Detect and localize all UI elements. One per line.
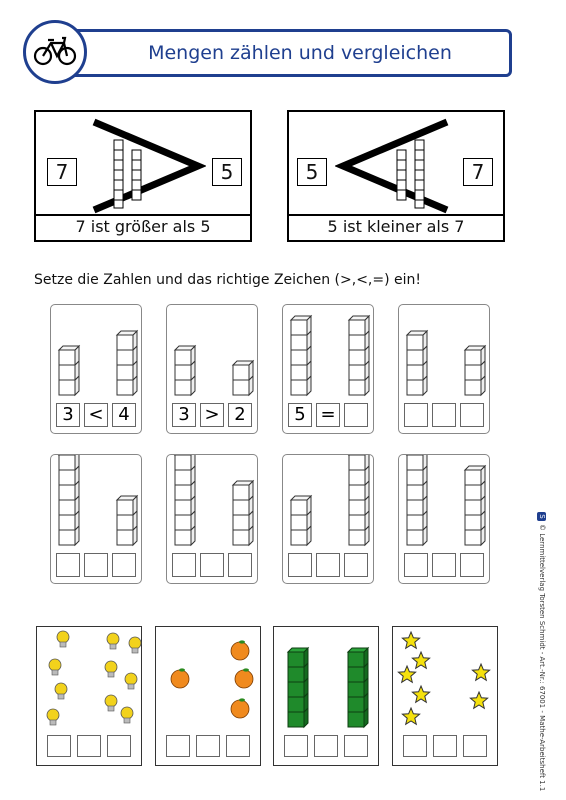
number-slot[interactable] xyxy=(344,553,368,577)
example-right-number: 5 xyxy=(212,158,242,186)
cube xyxy=(175,485,191,500)
cube xyxy=(59,380,75,395)
copyright-text: © Lernmittelverlag Torsten Schmidt - Art.-Nr.: 67001 - Mathe-Arbeitsheft 1.1 xyxy=(538,524,546,792)
cube-top xyxy=(233,481,253,485)
page-title: Mengen zählen und vergleichen xyxy=(148,42,452,64)
comparison-sign-slot[interactable] xyxy=(433,735,457,757)
number-slot[interactable] xyxy=(403,735,427,757)
cube xyxy=(291,530,307,545)
lightbulb-icon xyxy=(121,707,133,723)
cube xyxy=(288,697,304,712)
cube xyxy=(175,500,191,515)
comparison-sign-slot[interactable]: > xyxy=(200,403,224,427)
cube xyxy=(348,682,364,697)
bulbs-picture xyxy=(37,627,143,731)
publisher-logo: S xyxy=(537,512,546,521)
cube xyxy=(59,455,75,470)
number-slot[interactable] xyxy=(56,553,80,577)
example-caption: 5 ist kleiner als 7 xyxy=(289,214,503,240)
cube xyxy=(117,380,133,395)
lightbulb-icon xyxy=(55,683,67,699)
cube xyxy=(288,652,304,667)
number-slot[interactable]: 3 xyxy=(56,403,80,427)
cube xyxy=(348,697,364,712)
cube-towers xyxy=(51,305,143,401)
cube xyxy=(465,350,481,365)
comparison-sign-slot[interactable] xyxy=(432,553,456,577)
lightbulb-icon xyxy=(129,637,141,653)
cube xyxy=(291,515,307,530)
answer-slots xyxy=(283,553,373,577)
lightbulb-icon xyxy=(57,631,69,647)
answer-slots xyxy=(156,735,260,757)
cube xyxy=(349,320,365,335)
cube-top xyxy=(291,496,311,500)
lightbulb-icon xyxy=(47,709,59,725)
example-panel-greater xyxy=(34,110,252,242)
cube-towers xyxy=(167,305,259,401)
cube-top xyxy=(349,316,369,320)
cube-towers xyxy=(283,305,375,401)
cube-towers xyxy=(399,305,491,401)
cube xyxy=(175,455,191,470)
cube-top xyxy=(59,346,79,350)
cube xyxy=(465,365,481,380)
oranges-picture xyxy=(156,627,262,731)
cube xyxy=(175,350,191,365)
cube xyxy=(288,667,304,682)
star-icon xyxy=(402,632,419,648)
number-slot[interactable]: 5 xyxy=(288,403,312,427)
cube xyxy=(233,365,249,380)
number-slot[interactable] xyxy=(47,735,71,757)
cube-top xyxy=(465,346,485,350)
cube xyxy=(291,380,307,395)
cube-top xyxy=(233,361,253,365)
answer-slots xyxy=(167,403,257,427)
exercise-card xyxy=(50,454,142,584)
cube xyxy=(117,530,133,545)
less-than-sign xyxy=(335,116,455,216)
number-slot[interactable] xyxy=(344,403,368,427)
picture-exercise-card xyxy=(392,626,498,766)
comparison-sign-slot[interactable] xyxy=(77,735,101,757)
cube xyxy=(349,530,365,545)
cube xyxy=(59,500,75,515)
cube xyxy=(407,365,423,380)
cube xyxy=(175,530,191,545)
bicycle-icon xyxy=(26,23,84,81)
cube xyxy=(348,667,364,682)
cube xyxy=(465,530,481,545)
star-icon xyxy=(472,664,489,680)
comparison-sign-slot[interactable] xyxy=(196,735,220,757)
number-slot[interactable]: 2 xyxy=(228,403,252,427)
comparison-sign-slot[interactable]: < xyxy=(84,403,108,427)
cube xyxy=(407,335,423,350)
star-icon xyxy=(402,708,419,724)
cube xyxy=(291,365,307,380)
lightbulb-icon xyxy=(107,633,119,649)
star-icon xyxy=(398,666,415,682)
cube xyxy=(117,335,133,350)
cube xyxy=(348,652,364,667)
cube-top xyxy=(465,466,485,470)
number-slot[interactable] xyxy=(463,735,487,757)
comparison-sign-slot[interactable]: = xyxy=(316,403,340,427)
picture-exercise-card xyxy=(273,626,379,766)
cube xyxy=(291,320,307,335)
cube xyxy=(349,485,365,500)
cube-towers xyxy=(283,455,375,551)
cube xyxy=(349,470,365,485)
answer-slots xyxy=(399,553,489,577)
cube xyxy=(349,455,365,470)
cube xyxy=(291,335,307,350)
cube xyxy=(407,350,423,365)
number-slot[interactable]: 4 xyxy=(112,403,136,427)
exercise-card xyxy=(166,454,258,584)
exercise-card xyxy=(282,304,374,434)
cube xyxy=(175,515,191,530)
cube xyxy=(175,470,191,485)
cube xyxy=(117,515,133,530)
cube xyxy=(349,365,365,380)
star-icon xyxy=(412,686,429,702)
number-slot[interactable] xyxy=(404,553,428,577)
cube xyxy=(407,530,423,545)
number-slot[interactable] xyxy=(172,553,196,577)
example-caption: 7 ist größer als 5 xyxy=(36,214,250,240)
number-slot[interactable] xyxy=(284,735,308,757)
cube xyxy=(465,500,481,515)
cube xyxy=(117,500,133,515)
answer-slots xyxy=(167,553,257,577)
answer-slots xyxy=(393,735,497,757)
cube xyxy=(291,350,307,365)
comparison-sign-slot[interactable] xyxy=(432,403,456,427)
lightbulb-icon xyxy=(125,673,137,689)
number-slot[interactable] xyxy=(344,735,368,757)
exercise-card xyxy=(398,454,490,584)
number-slot[interactable] xyxy=(166,735,190,757)
number-slot[interactable] xyxy=(112,553,136,577)
cube xyxy=(59,530,75,545)
number-slot[interactable] xyxy=(226,735,250,757)
instruction-text: Setze die Zahlen und das richtige Zeichen (>,<,=) ein! xyxy=(34,272,422,288)
cube-towers xyxy=(399,455,491,551)
cube xyxy=(407,380,423,395)
example-left-number: 7 xyxy=(47,158,77,186)
cube xyxy=(59,515,75,530)
cube-top xyxy=(288,648,308,652)
star-icon xyxy=(470,692,487,708)
picture-exercise-card xyxy=(155,626,261,766)
cube xyxy=(59,485,75,500)
orange-icon xyxy=(231,698,249,718)
cube xyxy=(233,500,249,515)
cube xyxy=(407,470,423,485)
number-slot[interactable] xyxy=(288,553,312,577)
picture-exercise-card xyxy=(36,626,142,766)
cube xyxy=(465,485,481,500)
cube xyxy=(349,380,365,395)
cube xyxy=(465,515,481,530)
cube xyxy=(233,515,249,530)
cube xyxy=(59,470,75,485)
cube xyxy=(175,365,191,380)
cube-top xyxy=(407,331,427,335)
cube xyxy=(349,335,365,350)
exercise-card xyxy=(50,304,142,434)
cube-top xyxy=(117,331,137,335)
lightbulb-icon xyxy=(49,659,61,675)
cube xyxy=(349,515,365,530)
exercise-card xyxy=(398,304,490,434)
number-slot[interactable] xyxy=(404,403,428,427)
orange-icon xyxy=(235,668,253,688)
cube-top xyxy=(117,496,137,500)
cube xyxy=(407,515,423,530)
cube xyxy=(349,350,365,365)
orange-icon xyxy=(171,668,189,688)
answer-slots xyxy=(283,403,373,427)
cube xyxy=(407,485,423,500)
green-towers-picture xyxy=(274,627,380,731)
cube xyxy=(349,500,365,515)
cube xyxy=(59,350,75,365)
cube xyxy=(117,365,133,380)
number-slot[interactable] xyxy=(460,403,484,427)
answer-slots xyxy=(51,403,141,427)
cube xyxy=(233,530,249,545)
answer-slots xyxy=(51,553,141,577)
comparison-sign-slot[interactable] xyxy=(200,553,224,577)
cube xyxy=(117,350,133,365)
cube xyxy=(465,470,481,485)
number-slot[interactable]: 3 xyxy=(172,403,196,427)
star-icon xyxy=(412,652,429,668)
cube xyxy=(348,712,364,727)
cube xyxy=(175,380,191,395)
exercise-card xyxy=(166,304,258,434)
number-slot[interactable] xyxy=(228,553,252,577)
orange-icon xyxy=(231,640,249,660)
example-right-number: 7 xyxy=(463,158,493,186)
cube-top xyxy=(175,346,195,350)
example-panel-less xyxy=(287,110,505,242)
cube xyxy=(465,380,481,395)
lightbulb-icon xyxy=(105,695,117,711)
cube xyxy=(288,682,304,697)
cube xyxy=(233,380,249,395)
comparison-sign-slot[interactable] xyxy=(316,553,340,577)
cube-towers xyxy=(51,455,143,551)
comparison-sign-slot[interactable] xyxy=(84,553,108,577)
cube-top xyxy=(291,316,311,320)
lightbulb-icon xyxy=(105,661,117,677)
cube xyxy=(407,455,423,470)
cube xyxy=(233,485,249,500)
number-slot[interactable] xyxy=(107,735,131,757)
example-left-number: 5 xyxy=(297,158,327,186)
logo-badge xyxy=(23,20,87,84)
cube xyxy=(407,500,423,515)
answer-slots xyxy=(37,735,141,757)
cube-towers xyxy=(167,455,259,551)
answer-slots xyxy=(274,735,378,757)
cube xyxy=(59,365,75,380)
cube xyxy=(291,500,307,515)
answer-slots xyxy=(399,403,489,427)
comparison-sign-slot[interactable] xyxy=(314,735,338,757)
stars-picture xyxy=(393,627,499,731)
cube-top xyxy=(348,648,368,652)
number-slot[interactable] xyxy=(460,553,484,577)
greater-than-sign xyxy=(86,116,206,216)
cube xyxy=(288,712,304,727)
exercise-card xyxy=(282,454,374,584)
